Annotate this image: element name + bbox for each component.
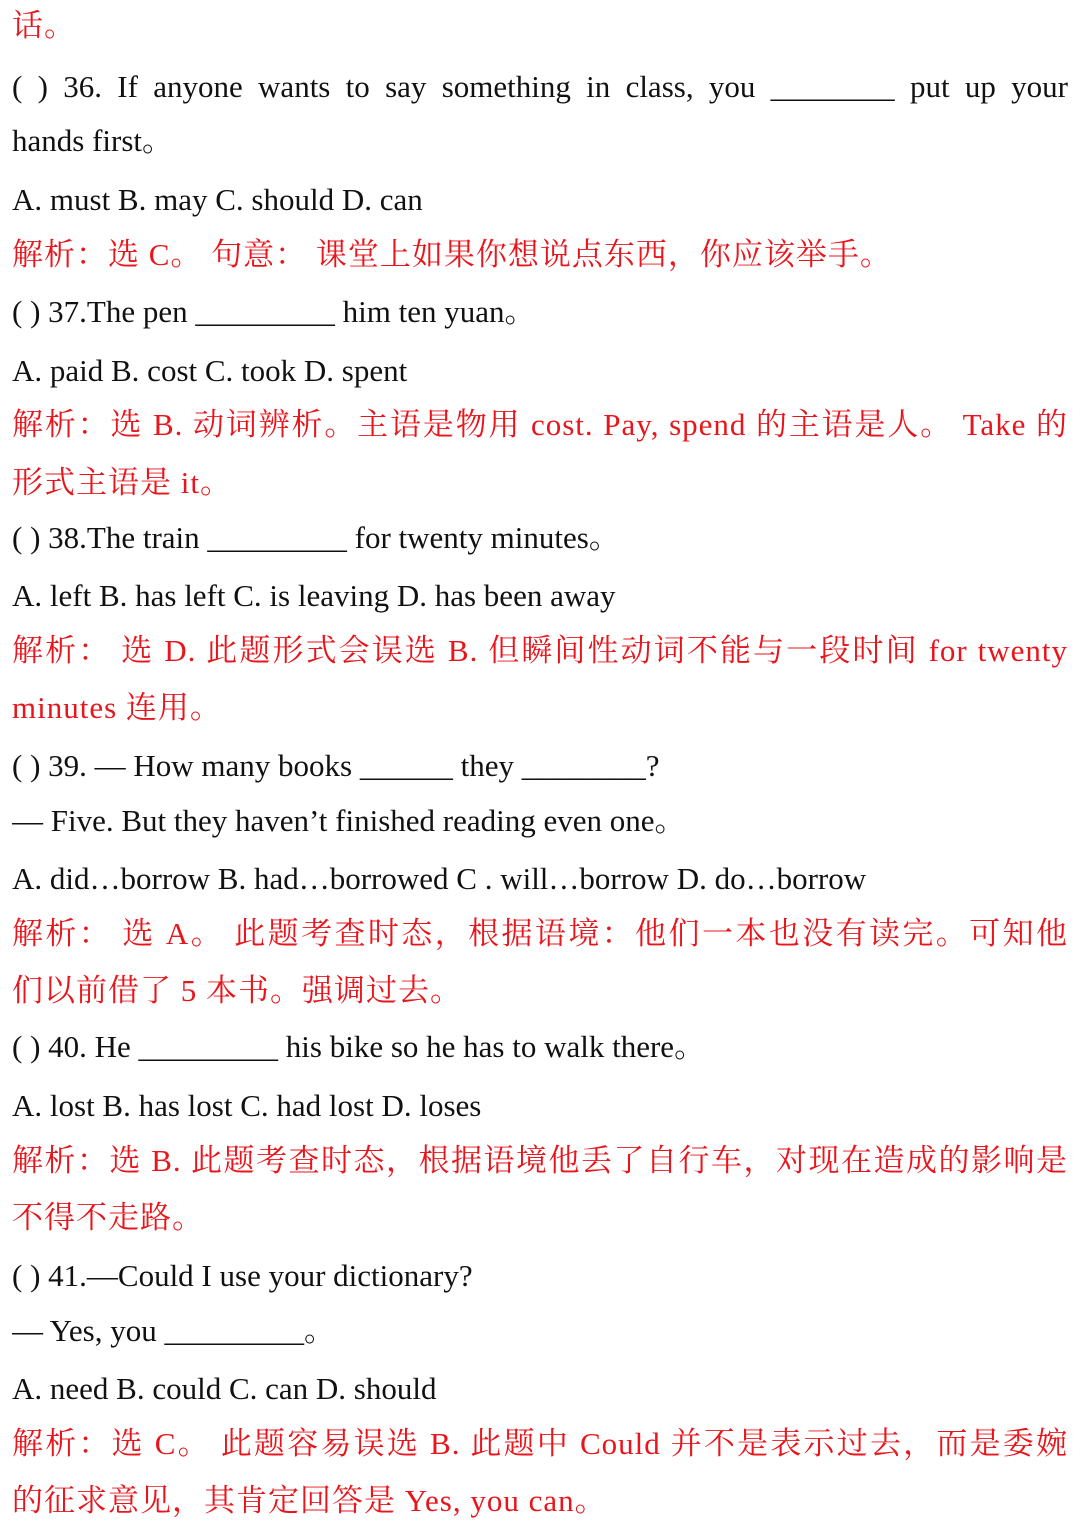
question-41-options: A. need B. could C. can D. should: [12, 1371, 437, 1406]
question-36-options: A. must B. may C. should D. can: [12, 182, 423, 217]
question-39-explanation-cont: 们以前借了 5 本书。强调过去。: [12, 973, 462, 1008]
question-39-stem: ( ) 39. — How many books ______ they ________?: [12, 748, 660, 783]
question-40-options: A. lost B. has lost C. had lost D. loses: [12, 1088, 482, 1123]
question-39-explanation: 解析： 选 A。 此题考查时态，根据语境：他们一本也没有读完。可知他: [12, 916, 1068, 951]
question-39-response: — Five. But they haven’t finished reading even one。: [12, 803, 686, 838]
question-41-response: — Yes, you _________。: [12, 1313, 335, 1348]
question-37-options: A. paid B. cost C. took D. spent: [12, 353, 408, 388]
question-37-explanation: 解析：选 B. 动词辨析。主语是物用 cost. Pay, spend 的主语是人。 Take 的: [12, 407, 1068, 442]
question-37-explanation-cont: 形式主语是 it。: [12, 465, 232, 500]
question-41-stem: ( ) 41.—Could I use your dictionary?: [12, 1258, 473, 1293]
question-38-explanation-cont: minutes 连用。: [12, 690, 222, 725]
question-40-explanation: 解析：选 B. 此题考查时态，根据语境他丢了自行车，对现在造成的影响是: [12, 1143, 1068, 1178]
question-36-stem: ( ) 36. If anyone wants to say something in class, you ________ put up your: [12, 69, 1068, 104]
question-40-explanation-cont: 不得不走路。: [12, 1200, 204, 1235]
explanation-continuation: 话。: [12, 8, 76, 43]
question-41-explanation: 解析：选 C。 此题容易误选 B. 此题中 Could 并不是表示过去，而是委婉: [12, 1426, 1068, 1461]
question-36-stem-cont: hands first。: [12, 123, 174, 158]
question-37-stem: ( ) 37.The pen _________ him ten yuan。: [12, 294, 536, 329]
question-38-options: A. left B. has left C. is leaving D. has been away: [12, 578, 616, 613]
question-38-stem: ( ) 38.The train _________ for twenty minutes。: [12, 520, 620, 555]
question-39-options: A. did…borrow B. had…borrowed C . will…borrow D. do…borrow: [12, 861, 867, 896]
question-38-explanation: 解析： 选 D. 此题形式会误选 B. 但瞬间性动词不能与一段时间 for twenty: [12, 633, 1068, 668]
question-41-explanation-cont: 的征求意见，其肯定回答是 Yes, you can。: [12, 1483, 607, 1518]
question-36-explanation: 解析：选 C。 句意： 课堂上如果你想说点东西，你应该举手。: [12, 237, 892, 272]
question-40-stem: ( ) 40. He _________ his bike so he has to walk there。: [12, 1029, 706, 1064]
